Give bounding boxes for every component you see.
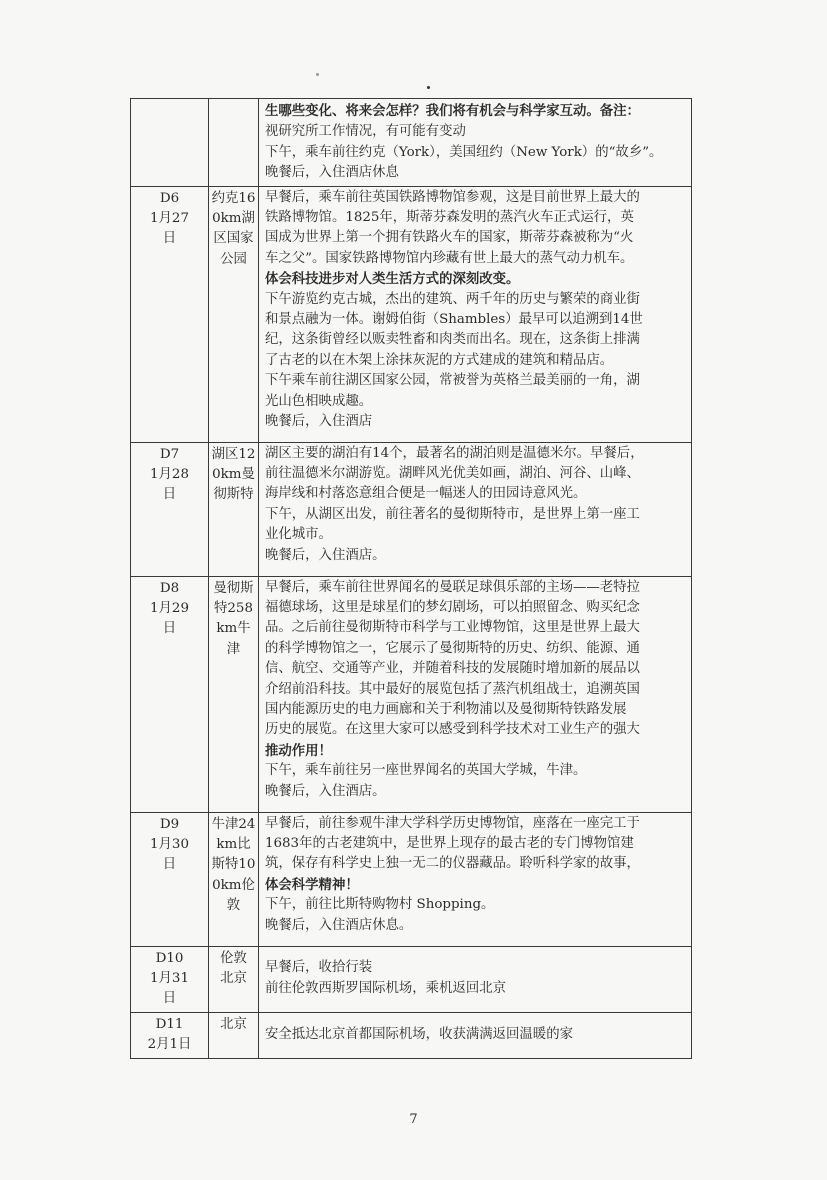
route-cell — [209, 1012, 259, 1058]
activity-line: 品。之后前往曼彻斯特市科学与工业博物馆，这里是世界上最大 — [265, 620, 640, 636]
day-label: D7 — [159, 446, 180, 462]
activity-line: 安全抵达北京首都国际机场，收获满满返回温暖的家 — [265, 1026, 573, 1042]
itinerary-table — [130, 98, 692, 1059]
table-row — [131, 946, 692, 1012]
activity-line: 晚餐后，入住酒店。 — [265, 783, 386, 799]
activity-line: 推动作用！ — [265, 742, 332, 759]
activity-cell — [259, 576, 692, 812]
activity-line: 业化城市。 — [265, 527, 332, 543]
day-cell — [131, 99, 209, 187]
date-label: 1月27日 — [150, 211, 189, 247]
activity-line: 湖区主要的湖泊有14个，最著名的湖泊则是温德米尔。早餐后， — [265, 445, 644, 461]
activity-line: 海岸线和村落恣意组合便是一幅迷人的田园诗意风光。 — [265, 486, 587, 502]
activity-line: 历史的展览。在这里大家可以感受到科学技术对工业生产的强大 — [265, 722, 640, 738]
activity-line: 晚餐后，入住酒店休息 — [265, 165, 399, 181]
day-label: D9 — [159, 816, 180, 832]
activity-line: 的科学博物馆之一，它展示了曼彻斯特的历史、纺织、能源、通 — [265, 640, 640, 656]
route-label: 牛津24km比斯特100km伦敦 — [211, 816, 256, 914]
activity-line: 早餐后，前往参观牛津大学科学历史博物馆，座落在一座完工于 — [265, 815, 640, 831]
table-row — [131, 576, 692, 812]
day-label: D6 — [159, 190, 180, 206]
table-row — [131, 186, 692, 442]
activity-line: 前往伦敦西斯罗国际机场，乘机返回北京 — [265, 980, 507, 996]
day-cell — [131, 442, 209, 576]
route-label: 曼彻斯特258km牛津 — [213, 580, 254, 657]
activity-line: 光山色相映成趣。 — [265, 393, 373, 409]
date-label: 1月28日 — [150, 467, 189, 503]
activity-line: 晚餐后，入住酒店 — [265, 414, 373, 430]
activity-line: 铁路博物馆。1825年，斯蒂芬森发明的蒸汽火车正式运行，英 — [265, 210, 634, 226]
day-cell — [131, 812, 209, 946]
activity-line: 国内能源历史的电力画廊和关于利物浦以及曼彻斯特铁路发展 — [265, 702, 627, 718]
activity-line: 介绍前沿科技。其中最好的展览包括了蒸汽机组战士，追溯英国 — [265, 681, 640, 697]
table-row — [131, 442, 692, 576]
scan-speck — [316, 73, 319, 76]
activity-line: 筑，保存有科学史上独一无二的仪器藏品。聆听科学家的故事， — [265, 856, 640, 872]
page-number: 7 — [409, 1112, 418, 1127]
activity-line: 晚餐后，入住酒店。 — [265, 547, 386, 563]
activity-line: 下午，从湖区出发，前往著名的曼彻斯特市，是世界上第一座工 — [265, 506, 640, 522]
activity-line: 1683年的古老建筑中，是世界上现存的最古老的专门博物馆建 — [265, 836, 634, 852]
route-cell — [209, 576, 259, 812]
day-label: D10 — [155, 950, 184, 966]
table-row — [131, 812, 692, 946]
date-label: 1月29日 — [150, 601, 189, 637]
activity-line: 国成为世界上第一个拥有铁路火车的国家，斯蒂芬森被称为“火 — [265, 230, 634, 246]
activity-line: 视研究所工作情况，有可能有变动 — [265, 124, 466, 140]
activity-cell — [259, 1012, 692, 1058]
activity-line: 早餐后，乘车前往世界闻名的曼联足球俱乐部的主场——老特拉 — [265, 579, 640, 595]
day-cell — [131, 1012, 209, 1058]
route-cell — [209, 186, 259, 442]
scan-speck — [427, 86, 430, 89]
route-label: 北京 — [220, 1016, 247, 1032]
day-cell — [131, 576, 209, 812]
activity-line: 下午乘车前往湖区国家公园，常被誉为英格兰最美丽的一角，湖 — [265, 373, 640, 389]
activity-line: 纪，这条街曾经以贩卖牲畜和肉类而出名。现在，这条街上排满 — [265, 332, 640, 348]
route-cell — [209, 442, 259, 576]
activity-cell — [259, 946, 692, 1012]
route-label: 湖区120km曼彻斯特 — [211, 446, 256, 503]
activity-line: 下午，乘车前往约克（York），美国纽约（New York）的“故乡”。 — [265, 144, 663, 160]
activity-cell — [259, 99, 692, 187]
activity-line: 体会科学精神！ — [265, 876, 359, 893]
activity-line: 下午游览约克古城，杰出的建筑、两千年的历史与繁荣的商业街 — [265, 291, 640, 307]
table-row — [131, 1012, 692, 1058]
activity-line: 下午，前往比斯特购物村 Shopping。 — [265, 897, 495, 913]
table-row — [131, 99, 692, 187]
activity-line: 早餐后，收拾行装 — [265, 960, 373, 976]
activity-line: 早餐后，乘车前往英国铁路博物馆参观，这是目前世界上最大的 — [265, 189, 640, 205]
route-label: 伦敦北京 — [220, 950, 247, 987]
day-label: D8 — [159, 580, 180, 596]
route-cell — [209, 946, 259, 1012]
activity-cell — [259, 186, 692, 442]
activity-cell — [259, 442, 692, 576]
activity-line: 信、航空、交通等产业，并随着科技的发展随时增加新的展品以 — [265, 661, 640, 677]
activity-line: 体会科技进步对人类生活方式的深刻改变。 — [265, 271, 520, 288]
route-cell — [209, 812, 259, 946]
activity-line: 晚餐后，入住酒店休息。 — [265, 917, 413, 933]
activity-cell — [259, 812, 692, 946]
activity-line: 生哪些变化、将来会怎样？我们将有机会与科学家互动。备注： — [265, 103, 640, 119]
route-label: 约克160km湖区国家公园 — [211, 190, 256, 267]
activity-line: 车之父”。国家铁路博物馆内珍藏有世上最大的蒸气动力机车。 — [265, 250, 634, 266]
date-label: 1月31日 — [150, 971, 189, 1007]
day-cell — [131, 186, 209, 442]
activity-line: 和景点融为一体。谢姆伯街（Shambles）最早可以追溯到14世 — [265, 312, 643, 328]
activity-line: 了古老的以在木架上涂抹灰泥的方式建成的建筑和精品店。 — [265, 352, 614, 368]
day-label: D11 — [155, 1016, 184, 1032]
activity-line: 下午，乘车前往另一座世界闻名的英国大学城，牛津。 — [265, 763, 587, 779]
day-cell — [131, 946, 209, 1012]
date-label: 2月1日 — [147, 1037, 192, 1053]
activity-line: 前往温德米尔湖游览。湖畔风光优美如画，湖泊、河谷、山峰、 — [265, 466, 640, 482]
date-label: 1月30日 — [150, 837, 189, 873]
route-cell — [209, 99, 259, 187]
activity-line: 福德球场，这里是球星们的梦幻剧场，可以拍照留念、购买纪念 — [265, 600, 640, 616]
